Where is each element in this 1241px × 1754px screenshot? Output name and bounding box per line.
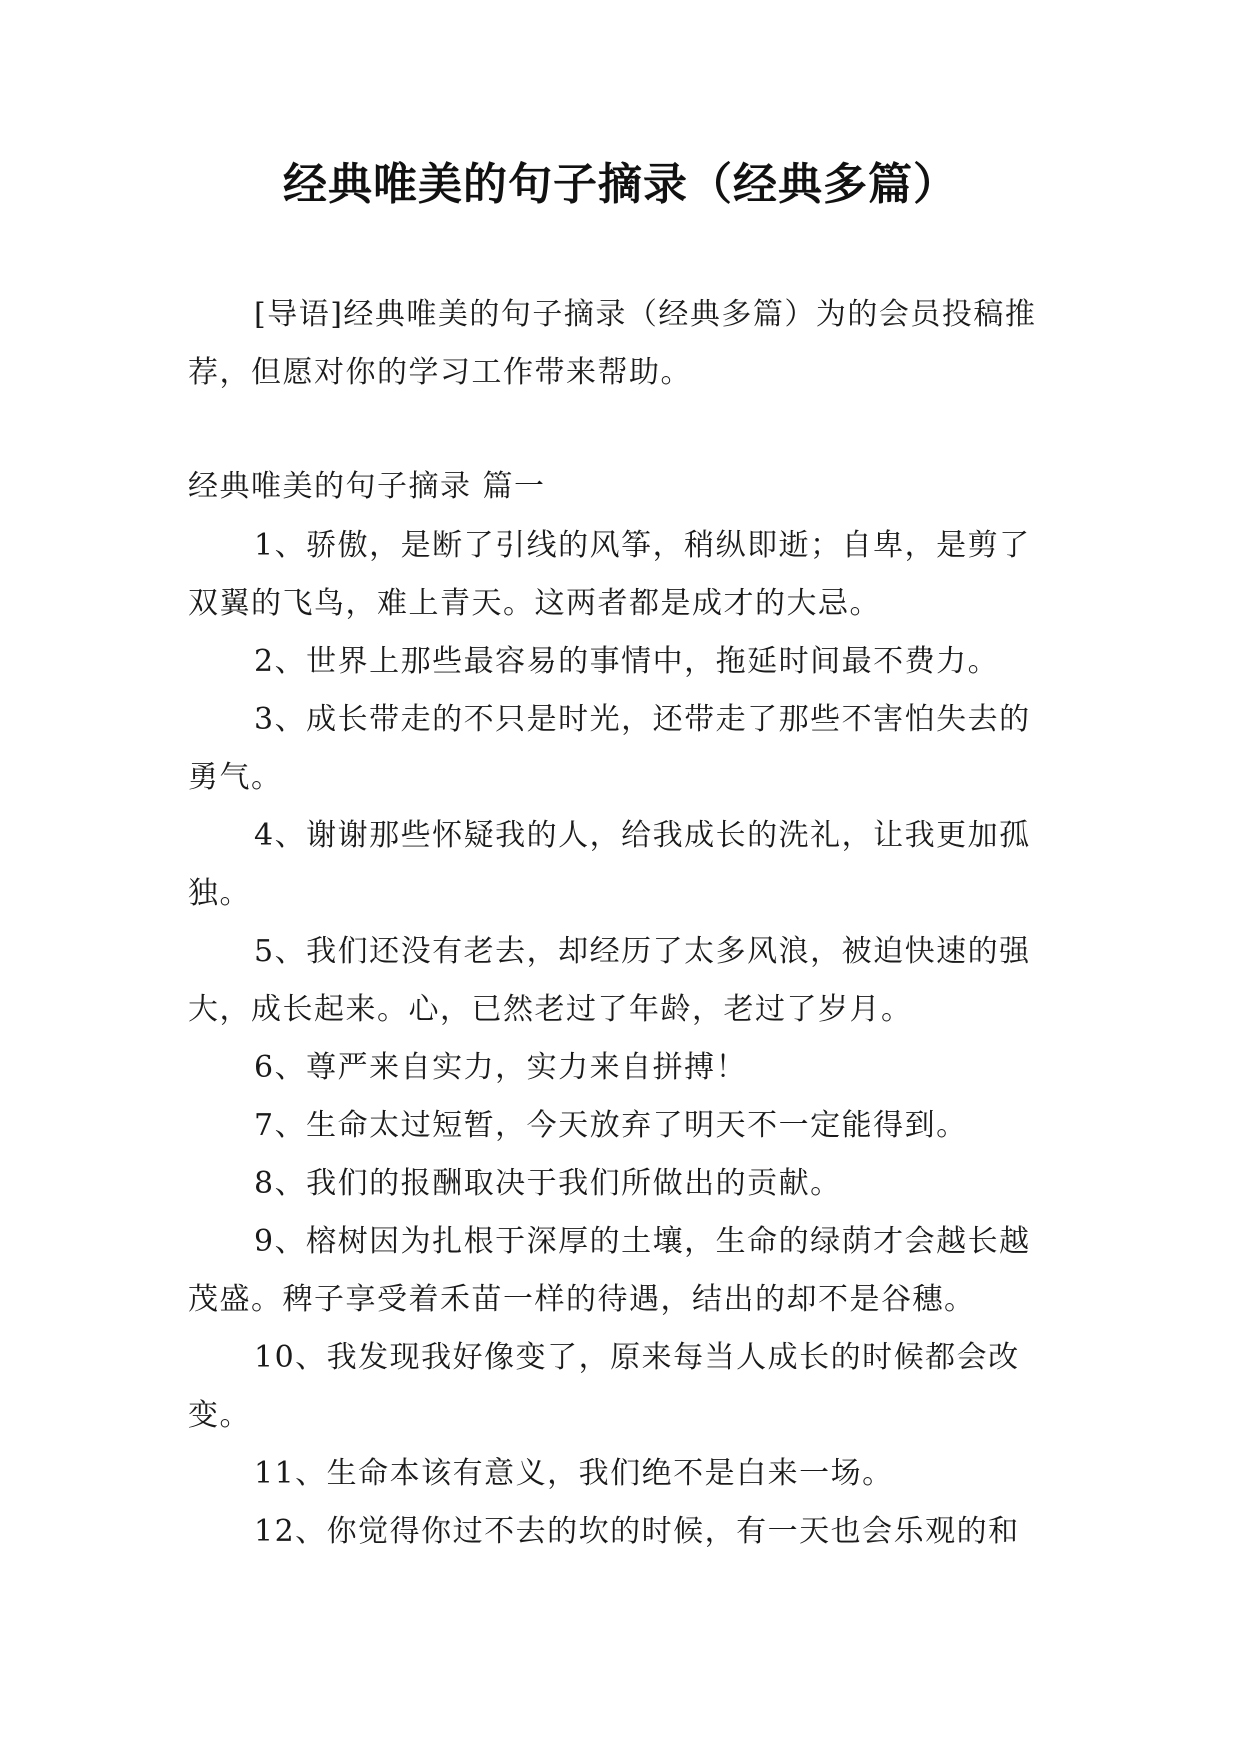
quote-item: 7、生命太过短暂，今天放弃了明天不一定能得到。 xyxy=(254,1108,968,1143)
section-heading: 经典唯美的句子摘录 篇一 xyxy=(188,469,546,504)
quote-item: 4、谢谢那些怀疑我的人，给我成长的洗礼，让我更加孤独。 xyxy=(188,818,1031,911)
quote-item: 5、我们还没有老去，却经历了太多风浪，被迫快速的强大，成长起来。心，已然老过了年龄，老过了岁月。 xyxy=(188,934,1031,1027)
quote-item: 8、我们的报酬取决于我们所做出的贡献。 xyxy=(254,1166,842,1201)
document-title: 经典唯美的句子摘录（经典多篇） xyxy=(283,159,958,210)
quote-item: 1、骄傲，是断了引线的风筝，稍纵即逝；自卑，是剪了双翼的飞鸟，难上青天。这两者都是成才的大忌。 xyxy=(188,528,1031,621)
quote-item: 11、生命本该有意义，我们绝不是白来一场。 xyxy=(254,1456,894,1491)
quote-item: 3、成长带走的不只是时光，还带走了那些不害怕失去的勇气。 xyxy=(188,702,1031,795)
quote-item: 9、榕树因为扎根于深厚的土壤，生命的绿荫才会越长越茂盛。稗子享受着禾苗一样的待遇，结出的却不是谷穗。 xyxy=(188,1224,1031,1317)
quote-item: 2、世界上那些最容易的事情中，拖延时间最不费力。 xyxy=(254,644,1000,679)
quote-list xyxy=(188,517,1048,1561)
quote-item: 6、尊严来自实力，实力来自拼搏！ xyxy=(254,1050,748,1085)
quote-item: 10、我发现我好像变了，原来每当人成长的时候都会改变。 xyxy=(188,1340,1020,1433)
quote-item: 12、你觉得你过不去的坎的时候，有一天也会乐观的和 xyxy=(254,1514,1020,1549)
intro-paragraph: [导语]经典唯美的句子摘录（经典多篇）为的会员投稿推荐，但愿对你的学习工作带来帮助。 xyxy=(188,297,1037,390)
